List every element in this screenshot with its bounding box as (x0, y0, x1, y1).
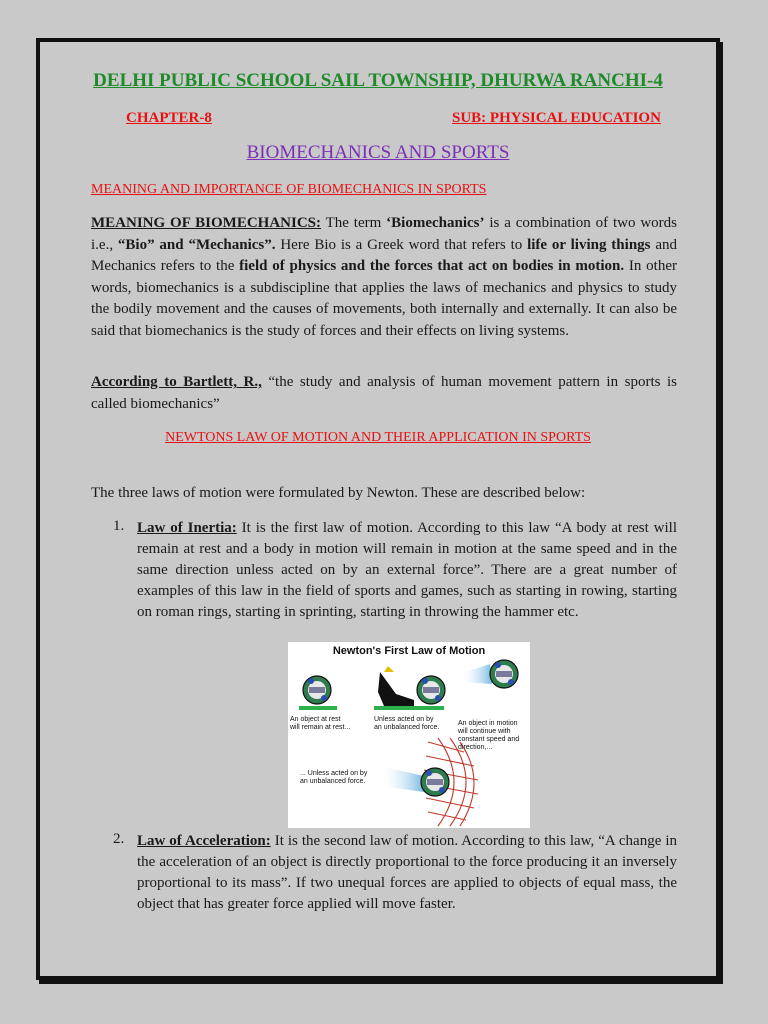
list-item (91, 518, 677, 623)
bold-run: life or living things (527, 236, 651, 253)
subject-label: SUB: PHYSICAL EDUCATION (452, 110, 661, 126)
bartlett-label: According to Bartlett, R., (91, 374, 262, 390)
list-number: 2. (113, 831, 125, 847)
caption-bottom (300, 770, 367, 786)
caption-line: an unbalanced force. (300, 778, 366, 785)
section-heading-newton: NEWTONS LAW OF MOTION AND THEIR APPLICATION IN SPORTS (165, 430, 591, 445)
figure-title: Newton's First Law of Motion (332, 645, 486, 657)
shoe-icon (378, 672, 414, 706)
meaning-paragraph (91, 213, 677, 342)
text-run: Here Bio is a Greek word that refers to (275, 236, 528, 253)
bold-run: field of physics and the forces that act on bodies in motion. (239, 258, 625, 274)
law-title: Law of Acceleration: (137, 833, 271, 849)
document-page (36, 38, 720, 980)
caption-line: an unbalanced force. (374, 724, 440, 731)
ball-at-rest (303, 676, 331, 704)
caption-line: ... Unless acted on by (300, 770, 368, 777)
caption-line: will remain at rest... (290, 724, 351, 731)
bartlett-paragraph (91, 372, 677, 415)
text-run: is a combination of two words i.e., (91, 215, 677, 253)
ball-kicked (417, 676, 445, 704)
list-number: 1. (113, 518, 125, 534)
law-text: It is the second law of motion. According to this law, “A change in the acceleration of an object is directly proportional to the force producing it an inversely proportional to its mass”. If two unequal forces are applied to objects of equal mass, the object that has greater force applied will move faster. (137, 833, 677, 912)
law-title: Law of Inertia: (137, 520, 237, 536)
chapter-label: CHAPTER-8 (126, 110, 212, 126)
text-run: “the study and analysis of human movement pattern in sports is called biomechanics” (91, 374, 677, 412)
meaning-label: MEANING OF BIOMECHANICS: (91, 215, 322, 231)
list-item (91, 831, 677, 915)
caption-line: direction,... (458, 744, 493, 751)
ball-in-net (421, 768, 449, 796)
bold-run: “Bio” and “Mechanics”. (117, 236, 276, 253)
motion-streak (460, 664, 492, 684)
caption-rest (290, 716, 350, 732)
section-heading-meaning: MEANING AND IMPORTANCE OF BIOMECHANICS IN SPORTS (91, 182, 487, 197)
ball-in-motion (490, 660, 518, 688)
law-text: It is the first law of motion. According to this law “A body at rest will remain at rest and a body in motion will remain in motion at the same speed and in the same direction unless acted on by an external force”. There are a great number of examples of this law in the field of sports and games, such as starting in rowing, starting on roman rings, starting in sprinting, starting in throwing the hammer etc. (137, 520, 677, 620)
caption-line: Unless acted on by (374, 716, 434, 723)
ground-bar (374, 706, 444, 710)
bold-run: ‘Biomechanics’ (386, 215, 485, 231)
page-title: BIOMECHANICS AND SPORTS (246, 142, 510, 163)
ground-bar (299, 706, 337, 710)
school-name: DELHI PUBLIC SCHOOL SAIL TOWNSHIP, DHURWA RANCHI-4 (93, 70, 663, 91)
caption-line: An object at rest (290, 716, 341, 723)
caption-unless (374, 716, 439, 732)
laws-intro: The three laws of motion were formulated by Newton. These are described below: (91, 485, 586, 501)
text-run: and Mechanics refers to the (91, 236, 677, 274)
caption-motion (458, 720, 519, 752)
text-run: The term (321, 215, 387, 231)
caption-line: constant speed and (458, 736, 520, 743)
caption-line: will continue with (458, 728, 511, 735)
motion-streak (380, 766, 424, 792)
text-run: In other words, biomechanics is a subdiscipline that applies the laws of mechanics and physics to study the bodily movement and the causes of movements, both internally and externally. It can also be said that biomechanics is the study of forces and their effects on living systems. (91, 258, 677, 339)
shoe-lace-icon (384, 666, 394, 672)
caption-line: An object in motion (458, 720, 518, 727)
newton-first-law-figure (288, 642, 530, 828)
